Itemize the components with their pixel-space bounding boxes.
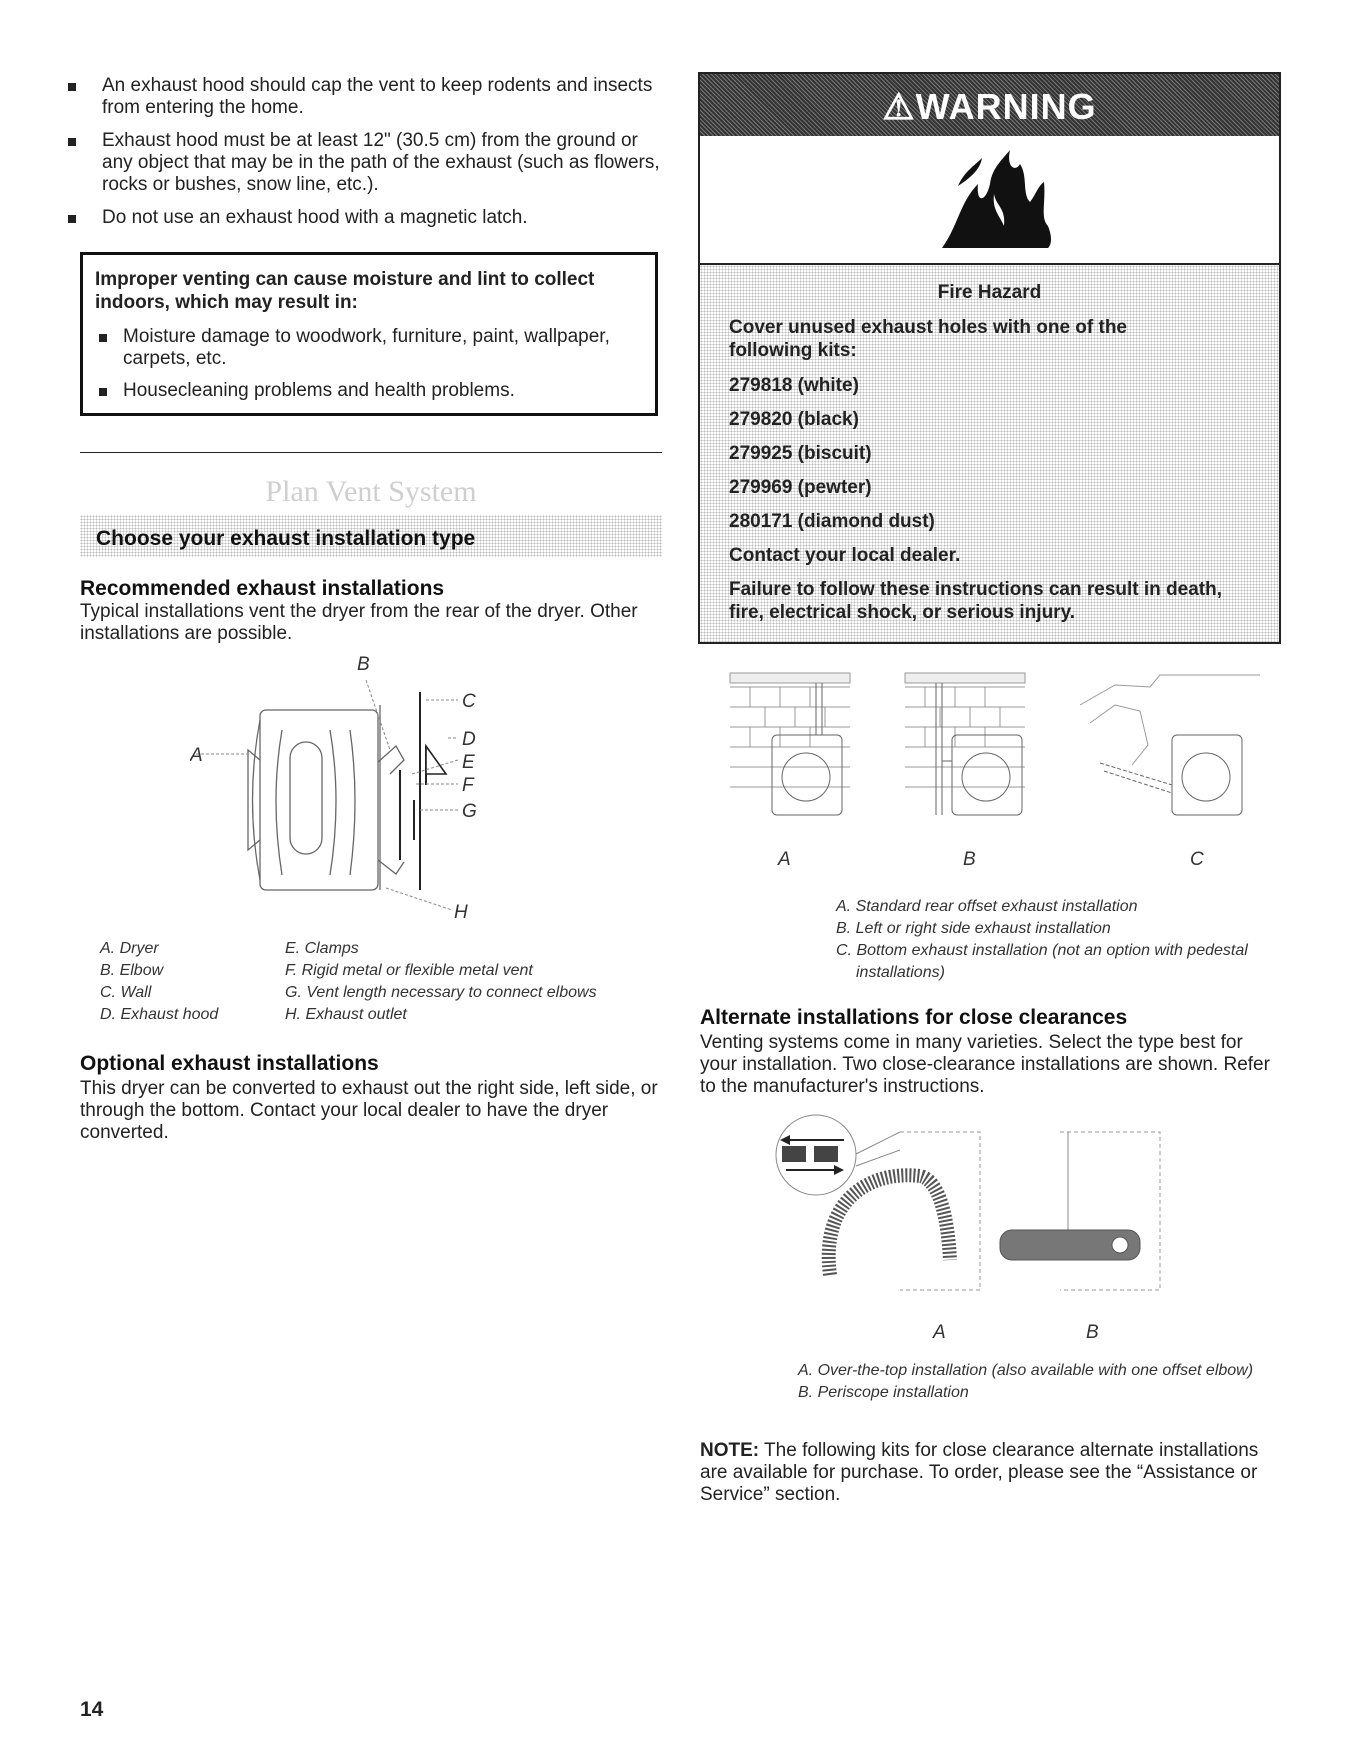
- diagram-label-h: H: [454, 902, 468, 920]
- note-text: The following kits for close clearance alternate installations are available for purchase. To order, please see the “Assistance or Service” section.: [700, 1440, 1259, 1505]
- page-number: 14: [80, 1698, 104, 1721]
- install-label-a: A: [778, 849, 791, 870]
- install-c-illustration: [1080, 675, 1260, 815]
- bullet-square-icon: [99, 334, 107, 342]
- kit-item: 279969 (pewter): [729, 477, 872, 498]
- warning-contact: Contact your local dealer.: [729, 545, 961, 566]
- recommended-heading: Recommended exhaust installations: [80, 577, 445, 600]
- over-the-top-illustration: [776, 1115, 980, 1290]
- install-label-b: B: [963, 849, 976, 870]
- bullet-square-icon: [68, 138, 76, 146]
- diagram-label-f: F: [462, 775, 474, 796]
- recommended-text: Typical installations vent the dryer from the rear of the dryer. Other installations are possible.: [80, 601, 638, 644]
- note-label: NOTE:: [700, 1440, 760, 1461]
- venting-notice-box: [80, 252, 658, 416]
- warning-box: [698, 72, 1281, 644]
- note-paragraph: [700, 1440, 1280, 1506]
- diagram-label-b: B: [357, 654, 370, 675]
- installation-types-figure: [720, 665, 1260, 880]
- diagram-label-a: A: [190, 745, 203, 766]
- notice-item: Moisture damage to woodwork, furniture, paint, wallpaper, carpets, etc.: [95, 326, 645, 370]
- kit-item: 280171 (diamond dust): [729, 511, 935, 532]
- install-captions: A. Standard rear offset exhaust installation B. Left or right side exhaust installation C. Bottom exhaust installation (not an option with pedestal installations): [836, 898, 1248, 981]
- fire-hazard-icon: [930, 146, 1060, 256]
- warning-body: [700, 265, 1279, 642]
- bullet-item: An exhaust hood should cap the vent to keep rodents and insects from entering the home.: [68, 75, 664, 119]
- bullet-square-icon: [68, 215, 76, 223]
- bullet-square-icon: [99, 388, 107, 396]
- warning-title: WARNING: [915, 86, 1097, 127]
- install-label-c: C: [1190, 849, 1204, 870]
- diagram-label-e: E: [462, 752, 475, 773]
- alternate-label-b: B: [1086, 1322, 1099, 1343]
- warning-header: [700, 74, 1279, 136]
- kit-item: 279818 (white): [729, 375, 859, 396]
- bullet-square-icon: [68, 83, 76, 91]
- diagram-label-g: G: [462, 801, 477, 822]
- intro-bullets: [68, 75, 664, 229]
- diagram-label-c: C: [462, 691, 476, 712]
- alternate-heading: Alternate installations for close clearances: [700, 1006, 1128, 1029]
- subsection-title: Choose your exhaust installation type: [96, 527, 476, 550]
- bullet-item: Exhaust hood must be at least 12" (30.5 cm) from the ground or any object that may be in the path of the exhaust (such as flowers, rocks or bushes, snow line, etc.).: [68, 130, 664, 196]
- optional-heading: Optional exhaust installations: [80, 1052, 379, 1075]
- recommended-exhaust-diagram: [190, 650, 550, 920]
- alternate-label-a: A: [933, 1322, 946, 1343]
- alternate-text: Venting systems come in many varieties. Select the type best for your installation. Two close-clearance installations are shown. Refer to the manufacturer's instructions.: [700, 1032, 1270, 1097]
- warning-intro: Cover unused exhaust holes with one of the following kits:: [729, 317, 1127, 361]
- section-title: Plan Vent System: [265, 475, 477, 508]
- install-b-illustration: [905, 673, 1025, 815]
- close-clearance-figure: [760, 1110, 1180, 1355]
- warning-failure: Failure to follow these instructions can result in death, fire, electrical shock, or serious injury.: [729, 579, 1223, 623]
- diagram-label-d: D: [462, 729, 476, 750]
- notice-item: Housecleaning problems and health problems.: [95, 380, 645, 402]
- kit-item: 279820 (black): [729, 409, 859, 430]
- warning-hazard: Fire Hazard: [937, 282, 1042, 303]
- alternate-captions: A. Over-the-top installation (also available with one offset elbow) B. Periscope installation: [798, 1362, 1254, 1401]
- periscope-illustration: [1000, 1132, 1160, 1290]
- notice-heading: Improper venting can cause moisture and lint to collect indoors, which may result in:: [95, 269, 595, 313]
- diagram-legend-right: E. Clamps F. Rigid metal or flexible metal vent G. Vent length necessary to connect elbows H. Exhaust outlet: [285, 940, 597, 1023]
- kit-item: 279925 (biscuit): [729, 443, 872, 464]
- optional-text: This dryer can be converted to exhaust out the right side, left side, or through the bottom. Contact your local dealer to have the dryer converted.: [80, 1078, 658, 1143]
- diagram-legend-left: A. Dryer B. Elbow C. Wall D. Exhaust hood: [100, 940, 219, 1023]
- subsection-band: [80, 515, 662, 557]
- warning-triangle-icon: ⚠: [882, 86, 916, 127]
- bullet-item: Do not use an exhaust hood with a magnetic latch.: [68, 207, 664, 229]
- section-divider: [80, 452, 662, 453]
- install-a-illustration: [730, 673, 850, 815]
